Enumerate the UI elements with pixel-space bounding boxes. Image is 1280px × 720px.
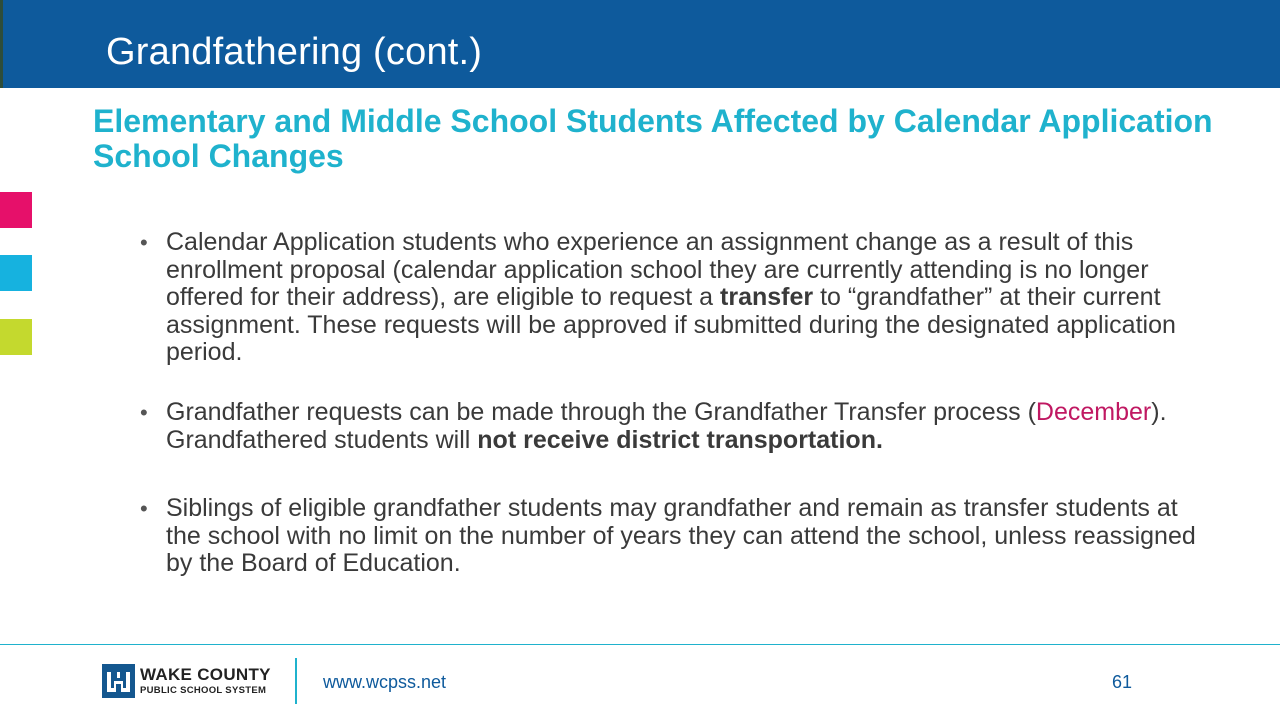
page-number: 61 (1112, 672, 1133, 692)
school-building-icon-graphic (102, 664, 135, 698)
accent-swatch-cyan (0, 255, 32, 291)
slide-title: Grandfathering (cont.) (106, 31, 483, 73)
logo-name: WAKE COUNTY (140, 665, 271, 684)
bullet-dot-icon: • (140, 496, 148, 521)
title-bar (0, 0, 1280, 88)
bullet-item (140, 495, 1200, 578)
footer-divider (295, 658, 297, 704)
school-building-icon (102, 664, 135, 698)
bullet-item (140, 399, 1200, 454)
logo-subtitle: PUBLIC SCHOOL SYSTEM (140, 685, 267, 696)
bullet-dot-icon: • (140, 230, 148, 255)
bullet-bold-text: not receive district transportation. (477, 425, 883, 454)
bullet-item (140, 229, 1200, 367)
district-logo (102, 664, 272, 700)
bullet-text: Calendar Application students who experience an assignment change as a result of this enrollment proposal (calendar application school they are currently attending is no longer offered for their address), are eligible to request a (166, 228, 1149, 311)
accent-swatch-lime (0, 319, 32, 355)
bullet-highlight-text: December (1035, 398, 1152, 426)
bullet-dot-icon: • (140, 400, 148, 425)
footer-rule (0, 644, 1280, 645)
bullet-bold-text: transfer (720, 283, 814, 311)
bullet-text: Grandfather requests can be made through the Grandfather Transfer process ( (166, 398, 1036, 426)
bullet-text: to “grandfather” at their current assignment. These requests will be approved if submitted during the designated application period. (166, 283, 1176, 366)
website-link[interactable]: www.wcpss.net (323, 672, 447, 692)
bullet-text: ). Grandfathered students will (166, 398, 1167, 454)
accent-swatch-pink (0, 192, 32, 228)
slide-subtitle: Elementary and Middle School Students Affected by Calendar Application School Changes (93, 103, 1213, 174)
bullet-text: Siblings of eligible grandfather students may grandfather and remain as transfer students at the school with no limit on the number of years they can attend the school, unless reassigned by the Board of Education. (166, 494, 1196, 577)
